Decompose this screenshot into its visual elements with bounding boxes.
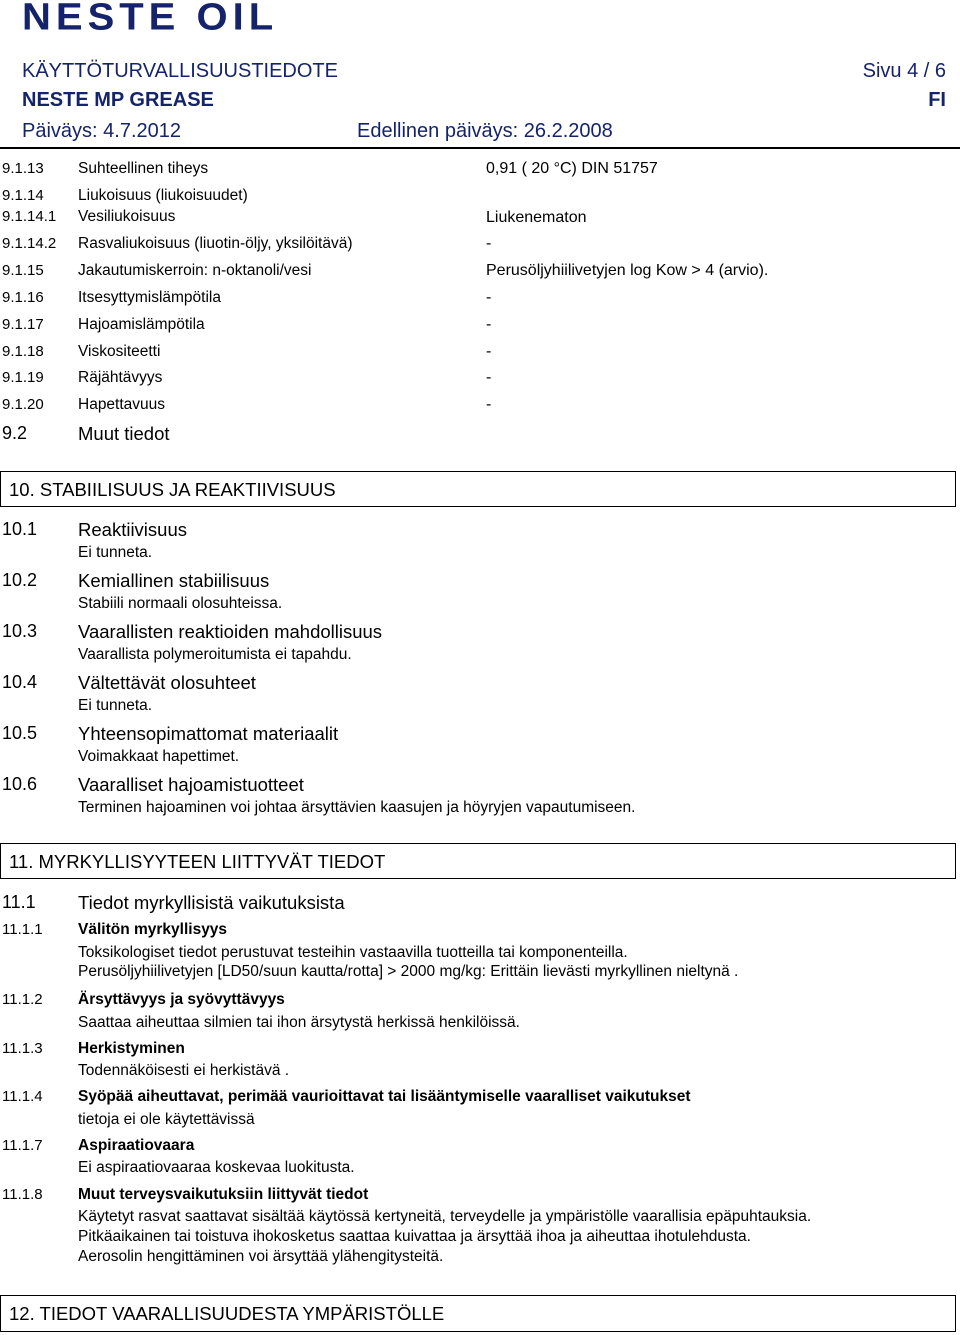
item-number: 10.6 [2, 774, 38, 794]
item-description: Ei aspiraatiovaaraa koskevaa luokitusta. [78, 1159, 355, 1176]
property-label: Suhteellinen tiheys [78, 160, 209, 177]
property-number: 9.1.15 [2, 262, 44, 279]
item-number: 10.2 [2, 570, 38, 590]
property-label: Hapettavuus [78, 396, 166, 413]
item-number: 11.1.8 [2, 1186, 43, 1203]
property-value: - [486, 316, 492, 333]
property-value: - [486, 396, 492, 413]
property-number: 9.1.18 [2, 343, 44, 360]
muut-number: 9.2 [2, 423, 28, 443]
item-number: 10.1 [2, 519, 38, 539]
doc-title: KÄYTTÖTURVALLISUUSTIEDOTE [22, 60, 338, 82]
item-description: Voimakkaat hapettimet. [78, 748, 240, 765]
item-number: 11.1.7 [2, 1137, 43, 1154]
item-description: Stabiili normaali olosuhteissa. [78, 595, 283, 612]
property-number: 9.1.19 [2, 369, 44, 386]
item-description: tietoja ei ole käytettävissä [78, 1111, 255, 1128]
property-number: 9.1.14.1 [2, 208, 57, 225]
property-label: Räjähtävyys [78, 369, 163, 386]
item-number: 10.3 [2, 621, 38, 641]
property-number: 9.1.17 [2, 316, 44, 333]
property-number: 9.1.20 [2, 396, 44, 413]
item-title: Muut terveysvaikutuksiin liittyvät tiedot [78, 1186, 369, 1203]
item-title: Yhteensopimattomat materiaalit [78, 723, 339, 744]
property-value: - [486, 369, 492, 386]
muut-title: Muut tiedot [78, 423, 170, 444]
property-label: Jakautumiskerroin: n-oktanoli/vesi [78, 262, 312, 279]
property-label: Vesiliukoisuus [78, 208, 176, 225]
property-value: - [486, 343, 492, 360]
item-description: Perusöljyhiilivetyjen [LD50/suun kautta/rotta] > 2000 mg/kg: Erittäin lievästi myrkyllinen nieltynä . [78, 963, 739, 980]
item-description: Toksikologiset tiedot perustuvat testeihin vastaavilla tuotteilla tai komponenteilla. [78, 944, 628, 961]
property-value: Perusöljyhiilivetyjen log Kow > 4 (arvio). [486, 262, 769, 279]
item-number: 11.1.1 [2, 921, 43, 938]
property-label: Viskositeetti [78, 343, 161, 360]
header-divider [0, 147, 960, 149]
item-number: 11.1.4 [2, 1088, 43, 1105]
subsection-number: 11.1 [2, 892, 36, 912]
item-description: Aerosolin hengittäminen voi ärsyttää ylähengitysteitä. [78, 1248, 444, 1265]
company-logo: NESTE OIL [22, 0, 279, 38]
previous-date: Edellinen päiväys: 26.2.2008 [357, 120, 613, 142]
item-title: Vaaralliset hajoamistuotteet [78, 774, 304, 795]
item-description: Terminen hajoaminen voi johtaa ärsyttävien kaasujen ja höyryjen vapautumiseen. [78, 799, 636, 816]
item-description: Ei tunneta. [78, 544, 153, 561]
property-value: 0,91 ( 20 °C) DIN 51757 [486, 160, 658, 177]
item-number: 10.4 [2, 672, 38, 692]
item-title: Herkistyminen [78, 1040, 185, 1057]
property-number: 9.1.14 [2, 187, 44, 204]
item-title: Vältettävät olosuhteet [78, 672, 256, 693]
language-code: FI [928, 89, 946, 111]
item-number: 11.1.2 [2, 991, 43, 1008]
property-value: - [486, 289, 492, 306]
item-title: Välitön myrkyllisyys [78, 921, 228, 938]
property-label: Liukoisuus (liukoisuudet) [78, 187, 248, 204]
item-description: Saattaa aiheuttaa silmien tai ihon ärsytystä herkissä henkilöissä. [78, 1014, 520, 1031]
section-12-header: 12. TIEDOT VAARALLISUUDESTA YMPÄRISTÖLLE [0, 1295, 956, 1332]
item-description: Ei tunneta. [78, 697, 153, 714]
subsection-title: Tiedot myrkyllisistä vaikutuksista [78, 892, 345, 913]
property-number: 9.1.14.2 [2, 235, 57, 252]
property-label: Itsesyttymislämpötila [78, 289, 221, 306]
property-value: - [486, 235, 492, 252]
item-number: 10.5 [2, 723, 38, 743]
section-11-header: 11. MYRKYLLISYYTEEN LIITTYVÄT TIEDOT [0, 843, 956, 879]
item-description: Vaarallista polymeroitumista ei tapahdu. [78, 646, 352, 663]
item-title: Aspiraatiovaara [78, 1137, 195, 1154]
property-number: 9.1.16 [2, 289, 44, 306]
item-number: 11.1.3 [2, 1040, 43, 1057]
section-10-header: 10. STABIILISUUS JA REAKTIIVISUUS [0, 471, 956, 507]
item-title: Syöpää aiheuttavat, perimää vaurioittavat tai lisääntymiselle vaaralliset vaikutukset [78, 1088, 691, 1105]
product-name: NESTE MP GREASE [22, 89, 214, 111]
item-title: Kemiallinen stabiilisuus [78, 570, 270, 591]
page-number: Sivu 4 / 6 [862, 60, 946, 82]
item-title: Vaarallisten reaktioiden mahdollisuus [78, 621, 383, 642]
item-title: Ärsyttävyys ja syövyttävyys [78, 991, 285, 1008]
item-description: Käytetyt rasvat saattavat sisältää käytössä kertyneitä, terveydelle ja ympäristölle vaarallisia epäpuhtauksia. [78, 1208, 812, 1225]
property-label: Hajoamislämpötila [78, 316, 205, 333]
item-description: Pitkäaikainen tai toistuva ihokosketus saattaa kuivattaa ja ärsyttää ihoa ja aiheuttaa ihotulehdusta. [78, 1228, 751, 1245]
item-description: Todennäköisesti ei herkistävä . [78, 1062, 290, 1079]
property-number: 9.1.13 [2, 160, 44, 177]
issue-date: Päiväys: 4.7.2012 [22, 120, 181, 142]
property-value: Liukenematon [486, 209, 587, 226]
item-title: Reaktiivisuus [78, 519, 187, 540]
property-label: Rasvaliukoisuus (liuotin-öljy, yksilöitävä) [78, 235, 353, 252]
